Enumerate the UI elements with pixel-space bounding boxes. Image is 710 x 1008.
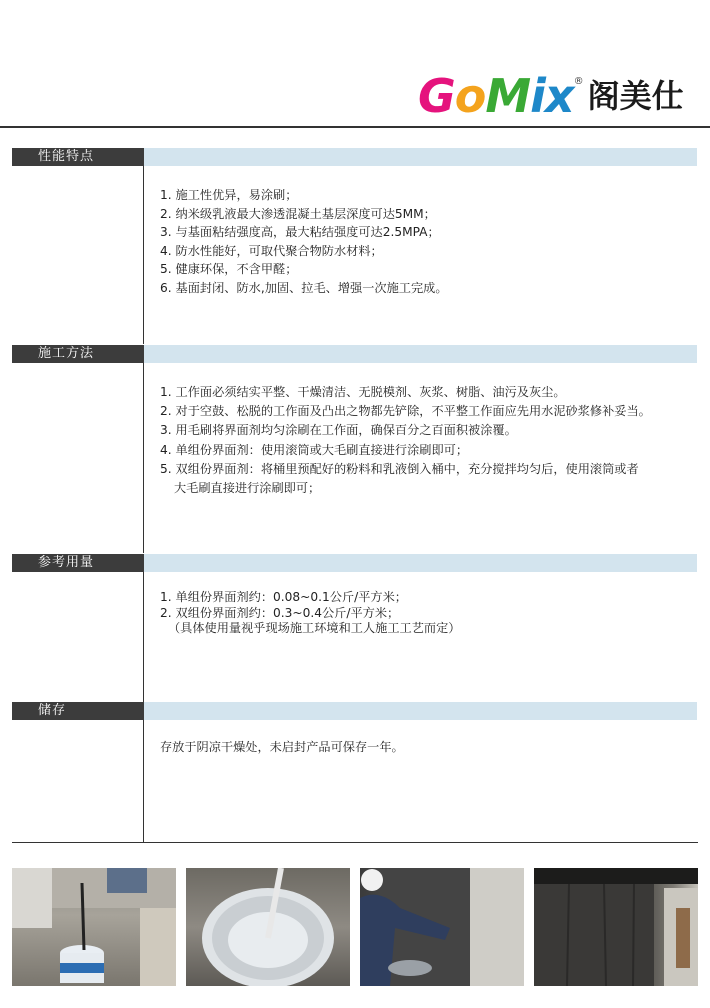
list-item: 2. 对于空鼓、松脱的工作面及凸出之物都先铲除，不平整工作面应先用水泥砂浆修补妥当。 xyxy=(160,404,651,419)
list-item: 大毛刷直接进行涂刷即可； xyxy=(174,481,321,496)
section-title-features: 性能特点 xyxy=(12,148,144,166)
list-item: （具体使用量视乎现场施工环境和工人施工工艺而定） xyxy=(168,621,461,635)
logo-letter-o: o xyxy=(454,69,486,123)
registered-mark: ® xyxy=(573,76,584,87)
section-bar-features xyxy=(144,148,697,166)
section-divider-line xyxy=(143,572,144,702)
section-bar-storage xyxy=(144,702,697,720)
section-title-storage: 储存 xyxy=(12,702,144,720)
header-divider xyxy=(0,126,710,128)
list-item: 6. 基面封闭、防水,加固、拉毛、增强一次施工完成。 xyxy=(160,280,448,295)
list-item: 5. 健康环保，不含甲醛； xyxy=(160,262,298,276)
method-list xyxy=(160,383,651,498)
feature-list xyxy=(160,186,448,297)
logo-letter-m: M xyxy=(485,69,531,123)
list-item: 2. 双组份界面剂约：0.3~0.4公斤/平方米； xyxy=(160,605,400,620)
section-bar-dosage xyxy=(144,554,697,572)
logo-wordmark xyxy=(418,70,574,122)
section-title-dosage: 参考用量 xyxy=(12,554,144,572)
dosage-list xyxy=(160,590,461,637)
list-item: 3. 与基面粘结强度高，最大粘结强度可达2.5MPA； xyxy=(160,225,440,239)
section-divider-line xyxy=(143,166,144,344)
section-divider-line xyxy=(143,363,144,553)
section-bar-method xyxy=(144,345,697,363)
list-item: 4. 单组份界面剂：使用滚筒或大毛刷直接进行涂刷即可； xyxy=(160,442,469,457)
section-divider-line xyxy=(143,720,144,843)
finished-wall-photo xyxy=(534,868,698,986)
list-item: 3. 用毛刷将界面剂均匀涂刷在工作面，确保百分之百面积被涂覆。 xyxy=(160,423,517,438)
construction-site-photo xyxy=(12,868,176,986)
logo-letter-g: G xyxy=(418,69,455,123)
list-item: 5. 双组份界面剂：将桶里预配好的粉料和乳液倒入桶中，充分搅拌均匀后，使用滚筒或者 xyxy=(160,461,639,476)
bottom-divider xyxy=(12,842,698,843)
list-item: 4. 防水性能好，可取代聚合物防水材料； xyxy=(160,243,383,258)
worker-applying-photo xyxy=(360,868,524,986)
brand-logo xyxy=(418,70,684,122)
logo-chinese-name: 阁美仕 xyxy=(587,77,684,115)
list-item: 1. 工作面必须结实平整、干燥清洁、无脱模剂、灰浆、树脂、油污及灰尘。 xyxy=(160,385,566,399)
mixing-bucket-photo xyxy=(186,868,350,986)
list-item: 1. 单组份界面剂约：0.08~0.1公斤/平方米； xyxy=(160,590,407,604)
storage-list xyxy=(160,738,404,757)
list-item: 2. 纳米级乳液最大渗透混凝土基层深度可达5MM； xyxy=(160,206,436,221)
list-item: 存放于阴凉干燥处，未启封产品可保存一年。 xyxy=(160,740,404,754)
list-item: 1. 施工性优异，易涂刷； xyxy=(160,188,298,202)
logo-letters-ix: ix xyxy=(530,69,574,123)
section-title-method: 施工方法 xyxy=(12,345,144,363)
